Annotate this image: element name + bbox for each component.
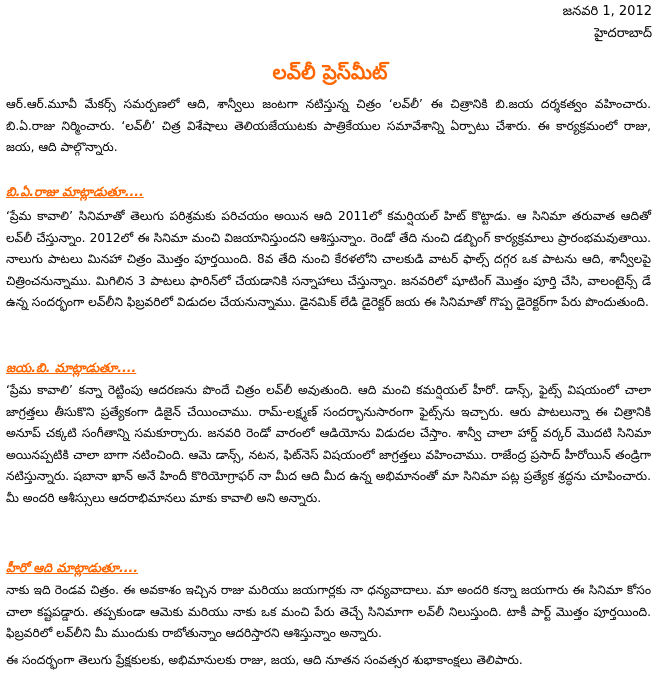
release-date: జనవరి 1, 2012 [562,4,652,19]
closing-paragraph-block [6,650,651,672]
section-body-jaya: ‘ప్రేమ కావాలి’ కన్నా రెట్టింపు ఆదరణను పొందే చిత్రం లవ్‌లీ అవుతుంది. ఆది మంచి కమర్షియల్ హీరో. డాన్స్, ఫైట్స్ విషయంలో చాలా జాగ్రత్తలు తీసుకొని ప్రత్యేకంగా డిజైన్ చేయించాము. రామ్-లక్ష్మణ్ సందర్భానుసారంగా ఫైట్స్‌ను ఇచ్చారు. ఆరు పాటలున్నా ఈ చిత్రానికి అనూప్ చక్కటి సంగీతాన్ని సమకూర్చారు. జనవరి రెండో వారంలో ఆడియోను విడుదల చేస్తాం. శాన్వీ చాలా హార్డ్ వర్కర్ మొదటి సినిమా అయినప్పటికి చాలా బాగా నటించింది. ఆమె డాన్స్, నటన, ఫిట్‌నెస్ విషయంలో జాగ్రత్తలు వహించాము. రాజేంద్ర ప్రసాద్ హీరోయిన్ తండ్రిగా నటిస్తున్నారు. షబానా ఖాన్ అనే హిందీ కొరియోగ్రాఫర్ నా మీద ఆది మీద ఉన్న అభిమానంతో మా సినిమా పట్ల ప్రత్యేక శ్రద్ధను చూపించారు. మీ అందరి ఆశీస్సులు ఆదరాభిమానలు మాకు కావాలి అని అన్నారు. [6,383,651,505]
section-heading-jaya: జయ.బి. మాట్లాడుతూ.... [6,360,137,375]
section-body-aadi: నాకు ఇది రెండవ చిత్రం. ఈ అవకాశం ఇచ్చిన రాజు మరియు జయగార్లకు నా ధన్యవాదాలు. మా అందరి కన్నా జయగారు ఈ సినిమా కోసం చాలా కష్టపడ్డారు. తప్పకుండా ఆమెకు మరియు నాకు ఒక మంచి పేరు తెచ్చే సినిమాగా లవ్‌లీ నిలుస్తుంది. టాకీ పార్ట్ మొత్తం పూర్తయింది. ఫిబ్రవరిలో లవ్‌లీని మీ ముందుకు రాబోతున్నాం ఆదరిస్తారని ఆశిస్తున్నాం అన్నారు. [6,583,651,641]
intro-paragraph: ఆర్.ఆర్.మూవీ మేకర్స్ సమర్పణలో ఆది, శాన్వీలు జంటగా నటిస్తున్న చిత్రం ‘లవ్‌లీ’ ఈ చిత్రానికి బి.జయ దర్శకత్వం వహించారు. బి.ఏ.రాజు నిర్మించారు. ‘లవ్‌లీ’ చిత్ర విశేషాలు తెలియజేయుటకు పాత్రికేయుల సమావేశాన్ని ఏర్పాటు చేశారు. ఈ కార్యక్రమంలో రాజు, జయ, ఆది పాల్గొన్నారు. [6,97,651,155]
section-heading-raju: బి.ఏ.రాజు మాట్లాడుతూ.... [6,184,144,199]
section-body-jaya-block [6,380,651,510]
intro-paragraph-block [6,94,651,159]
section-body-raju: ‘ప్రేమ కావాలి’ సినిమాతో తెలుగు పరిశ్రమకు పరిచయం అయిన ఆది 2011లో కమర్షియల్ హిట్ కొట్టాడు. ఆ సినిమా తరువాత ఆదితో లవ్‌లీ చేస్తున్నాం. 2012లో ఈ సినిమా మంచి విజయానిస్తుందని ఆశిస్తున్నాం. రెండో తేది నుంచి డబ్బింగ్ కార్యక్రమాలు ప్రారంభమవుతాయి. నాలుగు పాటలు మినహా చిత్రం మొత్తం పూర్తయింది. 8వ తేది నుంచి కేరళలోని చాలకుడి వాటర్ ఫాల్స్ దగ్గర ఒక పాటను ఆది, శాన్వీలపై చిత్రించనున్నాము. మిగిలిన 3 పాటలు ఫారిన్‌లో చేయడానికి సన్నాహాలు చేస్తున్నాం. జనవరిలో షూటింగ్ మొత్తం పూర్తి చేసి, వాలంటైన్స్ డే ఉన్న సందర్భంగా లవ్‌లీని ఫిబ్రవరిలో విడుదల చేయనున్నాము. డైనమిక్ లేడి డైరెక్టర్ జయ ఈ సినిమాతో గొప్ప డైరెక్టర్‌గా పేరు పొందుతుంది. [6,209,651,310]
closing-paragraph: ఈ సందర్భంగా తెలుగు ప్రేక్షకులకు, అభిమానులకు రాజు, జయ, ఆది నూతన సంవత్సర శుభాకాంక్షలు తెలిపారు. [6,653,523,667]
section-body-raju-block [6,206,651,314]
page-title: లవ్‌లీ ప్రెస్‌మీట్ [272,60,388,84]
section-body-aadi-block [6,580,651,645]
release-place: హైదరాబాద్ [594,26,652,41]
section-heading-aadi: హీరో ఆది మాట్లాడుతూ.... [6,560,138,575]
